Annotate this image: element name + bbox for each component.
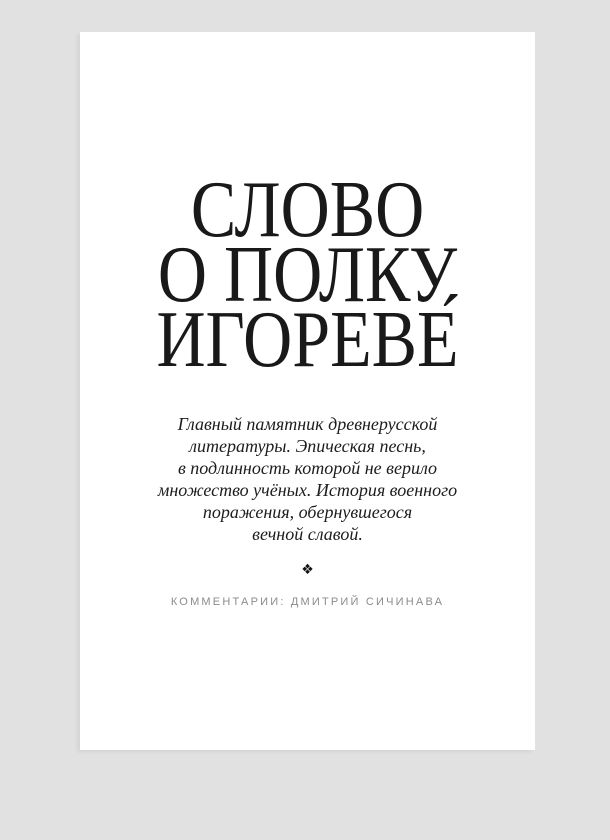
subtitle-line: литературы. Эпическая песнь,: [189, 436, 426, 456]
book-title: [114, 166, 501, 384]
subtitle-line: Главный памятник древнерусской: [177, 414, 438, 434]
book-title-line-1: СЛОВО: [190, 166, 425, 254]
subtitle-line: множество учёных. История военного: [157, 480, 458, 500]
diamond-ornament-icon: ❖: [301, 562, 314, 578]
subtitle-line: вечной славой.: [252, 524, 363, 544]
subtitle-line: поражения, обернувшегося: [202, 502, 413, 522]
book-subtitle: [80, 413, 535, 545]
book-title-line-2: О ПОЛКУ: [157, 231, 458, 319]
book-cover-card: [80, 32, 535, 750]
book-title-line-3: ИГОРЕВЕ́: [156, 296, 459, 384]
commentary-byline: КОММЕНТАРИИ: ДМИТРИЙ СИЧИНАВА: [170, 596, 445, 608]
subtitle-line: в подлинность которой не верило: [177, 458, 438, 478]
